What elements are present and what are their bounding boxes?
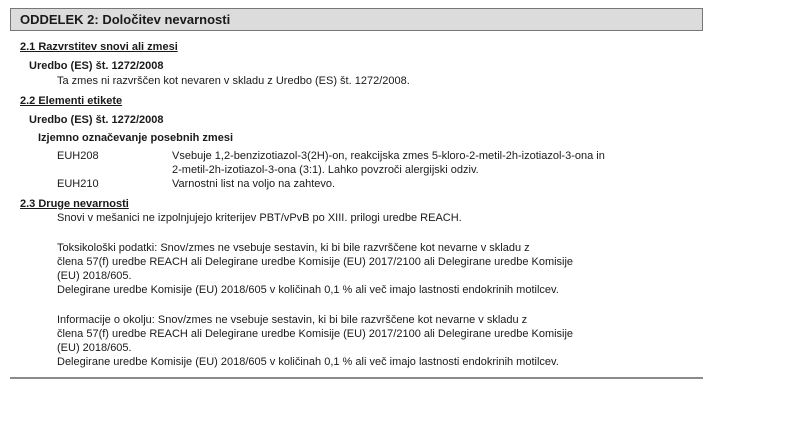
section-2-3-heading: 2.3 Druge nevarnosti [20,198,129,210]
hazard-text-line: 2-metil-2h-izotiazol-3-ona (3:1). Lahko povzroči alergijski odziv. [172,164,479,176]
section-divider [10,377,703,379]
paragraph-line: Delegirane uredbe Komisije (EU) 2018/605 v količinah 0,1 % ali več imajo lastnosti endokrinih motilcev. [57,356,559,368]
section-2-2-regulation: Uredbo (ES) št. 1272/2008 [29,114,164,126]
toxicological-info [57,241,573,297]
hazard-code-euh208: EUH208 [57,150,99,162]
paragraph-line: (EU) 2018/605. [57,270,132,282]
section-title: ODDELEK 2: Določitev nevarnosti [10,8,703,31]
pbt-statement: Snovi v mešanici ne izpolnjujejo kriterijev PBT/vPvB po XIII. prilogi uredbe REACH. [57,212,462,224]
section-2-1-text: Ta zmes ni razvrščen kot nevaren v skladu z Uredbo (ES) št. 1272/2008. [57,75,410,87]
paragraph-line: Informacije o okolju: Snov/zmes ne vsebuje sestavin, ki bi bile razvrščene kot nevarne v skladu z [57,314,528,326]
paragraph-line: Delegirane uredbe Komisije (EU) 2018/605 v količinah 0,1 % ali več imajo lastnosti endokrinih motilcev. [57,284,559,296]
paragraph-line: člena 57(f) uredbe REACH ali Delegirane uredbe Komisije (EU) 2017/2100 ali Delegirane uredbe Komisije [57,328,574,340]
special-labelling-heading: Izjemno označevanje posebnih zmesi [38,132,233,144]
section-2-1-heading: 2.1 Razvrstitev snovi ali zmesi [20,41,178,53]
environmental-info [57,313,573,369]
hazard-text-euh208 [172,149,605,177]
paragraph-line: (EU) 2018/605. [57,342,132,354]
hazard-code-euh210: EUH210 [57,178,99,190]
paragraph-line: člena 57(f) uredbe REACH ali Delegirane uredbe Komisije (EU) 2017/2100 ali Delegirane uredbe Komisije [57,256,574,268]
section-2-1-regulation: Uredbo (ES) št. 1272/2008 [29,60,164,72]
hazard-text-line: Vsebuje 1,2-benzizotiazol-3(2H)-on, reakcijska zmes 5-kloro-2-metil-2h-izotiazol-3-ona in [172,150,605,162]
section-2-2-heading: 2.2 Elementi etikete [20,95,123,107]
paragraph-line: Toksikološki podatki: Snov/zmes ne vsebuje sestavin, ki bi bile razvrščene kot nevarne v skladu z [57,242,530,254]
hazard-text-euh210: Varnostni list na voljo na zahtevo. [172,178,336,190]
